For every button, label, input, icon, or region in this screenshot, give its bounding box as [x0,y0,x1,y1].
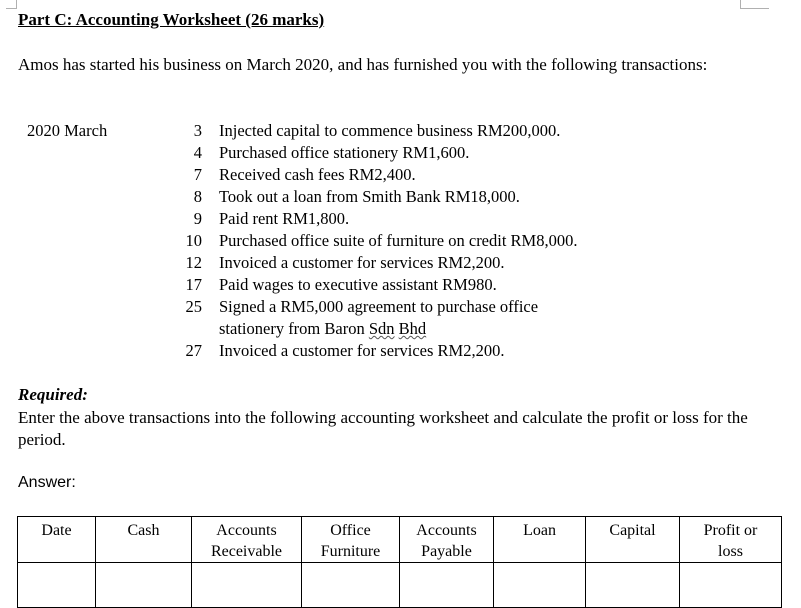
intro-paragraph: Amos has started his business on March 2020, and has furnished you with the following transactions: [18,55,708,74]
answer-label: Answer: [18,474,76,491]
spellcheck-marked-word: Bhd [398,319,427,338]
transaction-day: 25 [185,297,202,316]
header-line: Loan [523,522,556,539]
transaction-text: Paid rent RM1,800. [219,209,350,228]
period-label: 2020 March [27,121,108,140]
worksheet-empty-row [18,563,782,608]
worksheet-cell[interactable] [302,563,400,608]
transaction-row [170,142,619,164]
worksheet-cell[interactable] [96,563,192,608]
column-header-capital [586,517,680,563]
transaction-text: Invoiced a customer for services RM2,200. [219,341,505,360]
accounting-worksheet-table [17,516,782,608]
transaction-text: Invoiced a customer for services RM2,200. [219,253,505,272]
transaction-day: 27 [185,341,202,360]
header-line: Receivable [210,543,283,560]
transaction-day: 7 [193,165,202,184]
column-header-cash [96,517,192,563]
section-title: Part C: Accounting Worksheet (26 marks) [18,10,325,29]
transaction-row [170,340,619,362]
header-line: Capital [609,522,656,539]
transaction-text-multiline [219,296,619,340]
column-header-office-furniture [302,517,400,563]
column-header-accounts-payable [400,517,494,563]
header-line: loss [718,543,743,560]
worksheet-cell[interactable] [18,563,96,608]
transaction-text: Paid wages to executive assistant RM980. [219,275,497,294]
spellcheck-marked-word: Sdn [368,319,395,338]
required-text: Enter the above transactions into the following accounting worksheet and calculate the profit or loss for the period. [18,408,748,449]
transaction-text: Received cash fees RM2,400. [219,165,416,184]
transaction-text: Purchased office stationery RM1,600. [219,143,470,162]
transaction-day: 10 [185,231,202,250]
page-corner-mark-left [6,0,17,9]
transaction-row [170,296,619,340]
transaction-row [170,274,619,296]
transaction-day: 17 [185,275,202,294]
column-header-profit-or-loss [680,517,782,563]
header-line: Accounts [216,522,277,539]
transaction-text-line2-prefix: stationery from Baron [219,319,369,338]
header-line: Office [330,522,371,539]
transaction-row [170,230,619,252]
page-corner-mark-right [740,0,769,9]
transaction-day: 4 [193,143,202,162]
column-header-date [18,517,96,563]
worksheet-cell[interactable] [400,563,494,608]
worksheet-cell[interactable] [680,563,782,608]
transaction-day: 8 [193,187,202,206]
transaction-day: 3 [193,121,202,140]
header-line: Accounts [416,522,477,539]
transaction-row [170,252,619,274]
required-heading: Required: [18,385,88,404]
header-line: Cash [127,522,160,539]
transaction-row [170,186,619,208]
worksheet-cell[interactable] [494,563,586,608]
transaction-row [170,120,619,142]
header-line: Profit or [703,522,758,539]
column-header-loan [494,517,586,563]
transaction-text-line1: Signed a RM5,000 agreement to purchase office [219,297,539,316]
transaction-row [170,208,619,230]
transaction-text: Injected capital to commence business RM200,000. [219,121,561,140]
worksheet-cell[interactable] [586,563,680,608]
worksheet-cell[interactable] [192,563,302,608]
transaction-list [170,120,619,362]
transaction-day: 12 [185,253,202,272]
header-line: Date [41,522,72,539]
column-header-accounts-receivable [192,517,302,563]
transaction-text: Purchased office suite of furniture on credit RM8,000. [219,231,578,250]
transaction-row [170,164,619,186]
header-line: Furniture [320,543,381,560]
header-line: Payable [421,543,472,560]
transaction-day: 9 [193,209,202,228]
transaction-text: Took out a loan from Smith Bank RM18,000. [219,187,520,206]
worksheet-header-row [18,517,782,563]
